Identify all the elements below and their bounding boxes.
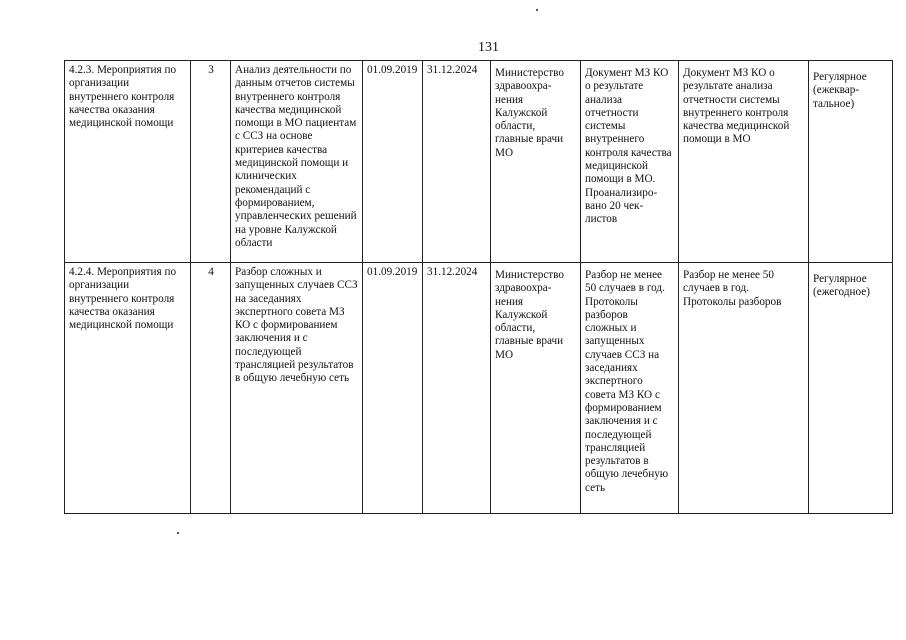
end-date-cell: 31.12.2024: [423, 61, 491, 263]
activity-cell: Разбор сложных и запущенных случаев ССЗ на заседаниях экспертного совета МЗ КО с формированием заключения и с последующей трансляцией результатов в общую лечебную сеть: [231, 263, 363, 514]
result-cell: Разбор не менее 50 случаев в год. Протоколы разборов сложных и запущенных случаев ССЗ на заседаниях экспертного совета МЗ КО с формированием заключения и с последующей трансляцией результатов в общую лечебную сеть: [581, 263, 679, 514]
start-date-cell: 01.09.2019: [363, 263, 423, 514]
page-number: 131: [478, 40, 499, 55]
table-row: [65, 61, 893, 263]
number-cell: 3: [191, 61, 231, 263]
scan-dot: [536, 9, 538, 11]
table-row: [65, 263, 893, 514]
result-cell: Документ МЗ КО о результате анализа отчетности системы внутреннего контроля качества медицинской помощи в МО. Проанализиро- вано 20 чек- листов: [581, 61, 679, 263]
activity-cell: Анализ деятельности по данным отчетов системы внутреннего контроля качества медицинской помощи в МО пациентам с ССЗ на основе критериев качества медицинской помощи и клинических рекомендаций с формированием, управленческих решений на уровне Калужской области: [231, 61, 363, 263]
responsible-cell: Министерство здравоохра- нения Калужской области, главные врачи МО: [491, 263, 581, 514]
scan-dot: [177, 532, 179, 534]
control-cell: Документ МЗ КО о результате анализа отчетности системы внутреннего контроля качества медицинской помощи в МО: [679, 61, 809, 263]
plan-table: [64, 60, 893, 514]
frequency-cell: Регулярное (ежегодное): [809, 263, 893, 514]
section-cell: 4.2.4. Мероприятия по организации внутреннего контроля качества оказания медицинской помощи: [65, 263, 191, 514]
responsible-cell: Министерство здравоохра- нения Калужской области, главные врачи МО: [491, 61, 581, 263]
frequency-cell: Регулярное (ежеквар- тальное): [809, 61, 893, 263]
control-cell: Разбор не менее 50 случаев в год. Протоколы разборов: [679, 263, 809, 514]
start-date-cell: 01.09.2019: [363, 61, 423, 263]
section-cell: 4.2.3. Мероприятия по организации внутреннего контроля качества оказания медицинской помощи: [65, 61, 191, 263]
number-cell: 4: [191, 263, 231, 514]
end-date-cell: 31.12.2024: [423, 263, 491, 514]
